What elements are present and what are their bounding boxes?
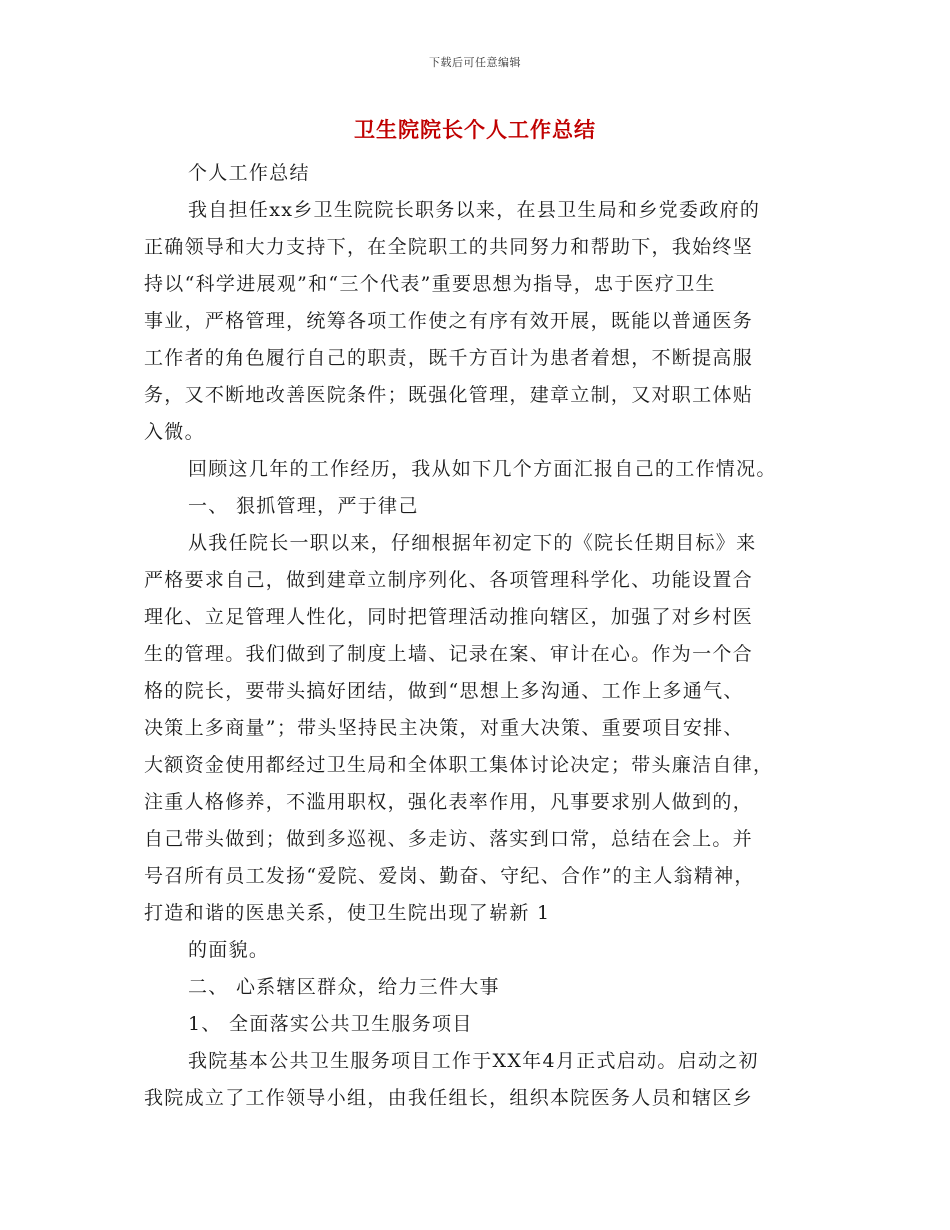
text-line: 入微。	[144, 421, 205, 443]
text-line: 二、 心系辖区群众，给力三件大事	[188, 976, 500, 998]
text-line: 1、 全面落实公共卫生服务项目	[188, 1013, 473, 1035]
text-line: 工作者的角色履行自己的职责，既千方百计为患者着想，不断提高服	[144, 347, 754, 369]
text-line: 我自担任xx乡卫生院院长职务以来，在县卫生局和乡党委政府的	[188, 199, 761, 221]
text-line: 个人工作总结	[188, 162, 310, 184]
document-title: 卫生院院长个人工作总结	[354, 117, 596, 142]
text-line: 理化、立足管理人性化，同时把管理活动推向辖区，加强了对乡村医	[144, 606, 754, 628]
text-line: 正确领导和大力支持下，在全院职工的共同努力和帮助下，我始终坚	[144, 236, 754, 258]
text-line: 一、 狠抓管理，严于律己	[188, 495, 419, 517]
text-line: 大额资金使用都经过卫生局和全体职工集体讨论决定；带头廉洁自律，	[144, 754, 774, 776]
header-note: 下载后可任意编辑	[429, 56, 521, 69]
text-line: 回顾这几年的工作经历，我从如下几个方面汇报自己的工作情况。	[188, 458, 777, 480]
text-line: 号召所有员工发扬“爱院、爱岗、勤奋、守纪、合作”的主人翁精神，	[144, 865, 755, 887]
text-line: 务，又不断地改善医院条件；既强化管理，建章立制，又对职工体贴	[144, 384, 754, 406]
document-body	[144, 155, 812, 1117]
text-line: 生的管理。我们做到了制度上墙、记录在案、审计在心。作为一个合	[144, 643, 754, 665]
text-line: 严格要求自己，做到建章立制序列化、各项管理科学化、功能设置合	[144, 569, 754, 591]
text-line: 自己带头做到；做到多巡视、多走访、落实到口常，总结在会上。并	[144, 828, 754, 850]
text-line: 格的院长，要带头搞好团结，做到“思想上多沟通、工作上多通气、	[144, 680, 744, 702]
text-line: 的面貌。	[188, 939, 270, 961]
text-line: 持以“科学进展观”和“三个代表”重要思想为指导，忠于医疗卫生	[144, 273, 716, 295]
text-line: 我院基本公共卫生服务项目工作于XX年4月正式启动。启动之初	[188, 1050, 759, 1072]
text-line: 我院成立了工作领导小组，由我任组长，组织本院医务人员和辖区乡	[144, 1087, 754, 1109]
text-line: 从我任院长一职以来，仔细根据年初定下的《院长任期目标》来	[188, 532, 757, 554]
text-line: 注重人格修养，不滥用职权，强化表率作用，凡事要求别人做到的，	[144, 791, 754, 813]
text-line: 事业，严格管理，统筹各项工作使之有序有效开展，既能以普通医务	[144, 310, 754, 332]
text-line: 决策上多商量”；带头坚持民主决策，对重大决策、重要项目安排、	[144, 717, 744, 739]
text-line: 打造和谐的医患关系，使卫生院出现了崭新 1	[144, 902, 551, 924]
